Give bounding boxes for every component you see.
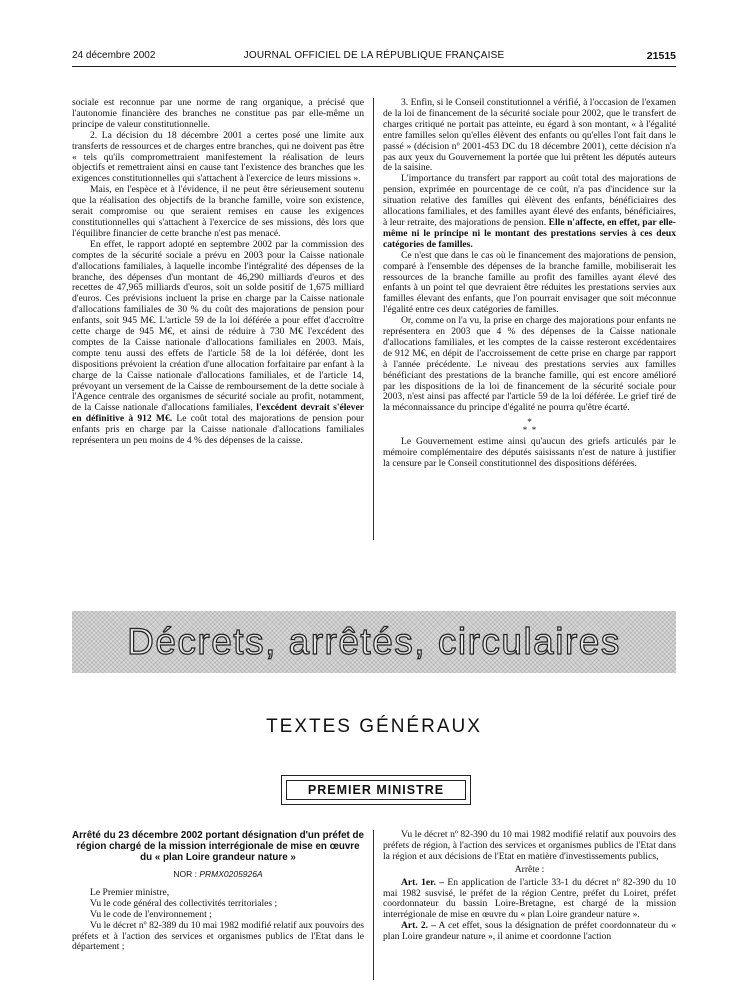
article-2	[383, 921, 676, 943]
paragraph: Vu le code général des collectivités territoriales ;	[90, 897, 278, 909]
paragraph: 2. La décision du 18 décembre 2001 a certes posé une limite aux transferts de ressources et de charges entre branches, qui ne doivent pas être « tels qu'ils compromettraient manifestement la réalisation de leurs objectifs et remettraient ainsi en cause tant l'existence des branches que les exigences constitutionnelles qui s'attachent à l'exercice de leurs missions ».	[72, 129, 364, 185]
banner-title: Décrets, arrêtés, circulaires	[127, 621, 621, 662]
ministry-label: PREMIER MINISTRE	[286, 780, 466, 800]
paragraph: Mais, en l'espèce et à l'évidence, il ne peut être sérieusement soutenu que la réalisation des objectifs de la branche famille, voire son existence, serait compromise ou que seraient remises en cause les exigences constitutionnelles qui s'attachent à l'exercice de ses missions, dès lors que l'équilibre financier de cette branche n'est pas menacé.	[72, 184, 364, 239]
text-run: Le coût total des majorations de pension pour enfants pris en charge par la Caisse nationale d'allocations familiales représentera un peu moins de 4 % des dépenses de la caisse.	[72, 413, 365, 447]
column-separator	[373, 98, 374, 540]
left-column	[72, 98, 364, 447]
bold-text: l'excédent devrait s'élever en définitive à 912 M€.	[72, 402, 364, 425]
column-separator	[373, 830, 374, 980]
section-banner	[72, 611, 676, 673]
paragraph	[72, 240, 364, 447]
journal-title: JOURNAL OFFICIEL DE LA RÉPUBLIQUE FRANÇAISE	[243, 50, 505, 61]
header-rule	[72, 66, 676, 67]
paragraph: Le Gouvernement estime ainsi qu'aucun des griefs articulés par le mémoire complémentaire des députés saisissants n'est de nature à justifier la censure par le Conseil constitutionnel des dispositions déférées.	[383, 436, 676, 470]
arrete-word: Arrête :	[514, 863, 545, 875]
arrete-left-column	[72, 830, 364, 953]
text-run: En effet, le rapport adopté en septembre 2002 par la commission des comptes de la sécurité sociale a prévu en 2003 pour la Caisse nationale d'allocations familiales, à laquelle incombe l'intégralité des dépenses de la branche, des dépenses d'un montant de 46,290 milliards d'euros et des recettes de 47,965 milliards d'euros, soit un solde positif de 1,675 milliard d'euros. Ces prévisions incluent la prise en charge par la Caisse nationale d'allocations familiales de 30 % du coût des majorations de pension pour enfants, soit 945 M€. L'article 59 de la loi déférée a pour effet d'accroître cette charge de 945 M€, et ainsi de réduire à 730 M€ l'excédent des comptes de la Caisse nationale d'allocations familiales en 2003. Mais, compte tenu aussi des effets de l'article 58 de la loi déférée, dont les dispositions prévoient la création d'une allocation forfaitaire par enfant à la charge de la Caisse nationale d'allocations familiales, et de l'article 14, prévoyant un versement de la Caisse de remboursement de la dette sociale à l'Agence centrale des organismes de sécurité sociale au profit, notamment, de la Caisse nationale d'allocations familiales,	[72, 238, 364, 414]
nor-reference	[72, 869, 364, 880]
text-run: L'importance du transfert par rapport au coût total des majorations de pension, exprimée en pourcentage de ce coût, n'a pas d'incidence sur la situation relative des familles qui élèvent des enfants, bénéficiaires des allocations familiales, et des familles ayant élevé des enfants, bénéficiaires, à leur retraite, des majorations de pension.	[383, 173, 676, 228]
paragraph: sociale est reconnue par une norme de rang organique, a précisé que l'autonomie financière des branches ne constitue pas par elle-même un principe de valeur constitutionnelle.	[72, 97, 364, 130]
paragraph: Or, comme on l'a vu, la prise en charge des majorations pour enfants ne représentera en 2003 que 4 % des dépenses de la Caisse nationale d'allocations familiales, et les comptes de la caisse resteront excédentaires de 912 M€, en dépit de l'accroissement de cette prise en charge par rapport à l'année précédente. Le niveau des prestations servies aux familles bénéficiant des prestations de la branche famille, qui est encore amélioré par les dispositions de la loi de financement de la sécurité sociale pour 2003, n'est ainsi pas affecté par l'article 59 de la loi déférée. Le grief tiré de la méconnaissance du principe d'égalité ne pourra qu'être écarté.	[383, 315, 676, 414]
text-run: En application de l'article 33-1 du décret nº 82-390 du 10 mai 1982 susvisé, le préfet de la région Centre, préfet du Loiret, préfet coordonnateur du bassin Loire-Bretagne, est chargé de la mission interrégionale de mise en œuvre du « plan Loire grandeur nature ».	[383, 876, 676, 921]
bold-text: Elle n'affecte, en effet, par elle-même ni le principe ni le montant des prestations servies à ces deux catégories de familles.	[383, 216, 676, 250]
arrete-right-column	[383, 830, 676, 943]
header-date: 24 décembre 2002	[72, 50, 156, 61]
paragraph: Vu le décret nº 82-390 du 10 mai 1982 modifié relatif aux pouvoirs des préfets de région, à l'action des services et organismes publics de l'Etat dans la région et aux décisions de l'Etat en matière d'investissements publics,	[383, 829, 676, 862]
paragraph: 3. Enfin, si le Conseil constitutionnel a vérifié, à l'occasion de l'examen de la loi de financement de la sécurité sociale pour 2002, que le transfert de charges critiqué ne portait pas atteinte, eu égard à son montant, « à l'égalité entre familles selon qu'elles élèvent des enfants ou qu'elles l'ont fait dans le passé » (décision nº 2001-453 DC du 18 décembre 2001), cette décision n'a pas aux yeux du Gouvernement la portée que lui prêtent les députés auteurs de la saisine.	[383, 97, 676, 174]
paragraph: Vu le décret nº 82-389 du 10 mai 1982 modifié relatif aux pouvoirs des préfets et à l'action des services et organismes publics de l'Etat dans le département ;	[72, 919, 364, 953]
paragraph: Le Premier ministre,	[90, 886, 170, 898]
ministry-box	[281, 775, 471, 805]
section-subtitle: TEXTES GÉNÉRAUX	[266, 716, 482, 737]
nor-label: NOR :	[173, 869, 197, 879]
article-label: Art. 2. –	[401, 920, 436, 932]
article-label: Art. 1er. –	[401, 876, 445, 888]
paragraph: Vu le code de l'environnement ;	[90, 908, 212, 920]
paragraph: Ce n'est que dans le cas où le financement des majorations de pension, comparé à l'ensemble des dépenses de la branche famille, mobiliserait les ressources de la branche famille au profit des familles ayant élevé des enfants à un point tel que devraient être réduites les prestations servies aux familles élevant des enfants, que l'on pourrait envisager que soit méconnue l'égalité entre ces deux catégories de familles.	[383, 249, 676, 316]
asterism: * * *	[522, 417, 537, 436]
paragraph	[383, 174, 676, 250]
text-run: A cet effet, sous la désignation de préfet coordonnateur du « plan Loire grandeur nature », il anime et coordonne l'action	[383, 920, 676, 943]
nor-code: PRMX0205926A	[199, 869, 263, 879]
article-1	[383, 878, 676, 922]
right-column	[383, 98, 676, 470]
arrete-title: Arrêté du 23 décembre 2002 portant désignation d'un préfet de région chargé de la mission interrégionale de mise en œuvre du « plan Loire grandeur nature »	[72, 830, 364, 863]
page-number: 21515	[646, 50, 676, 62]
page-header	[72, 50, 676, 64]
